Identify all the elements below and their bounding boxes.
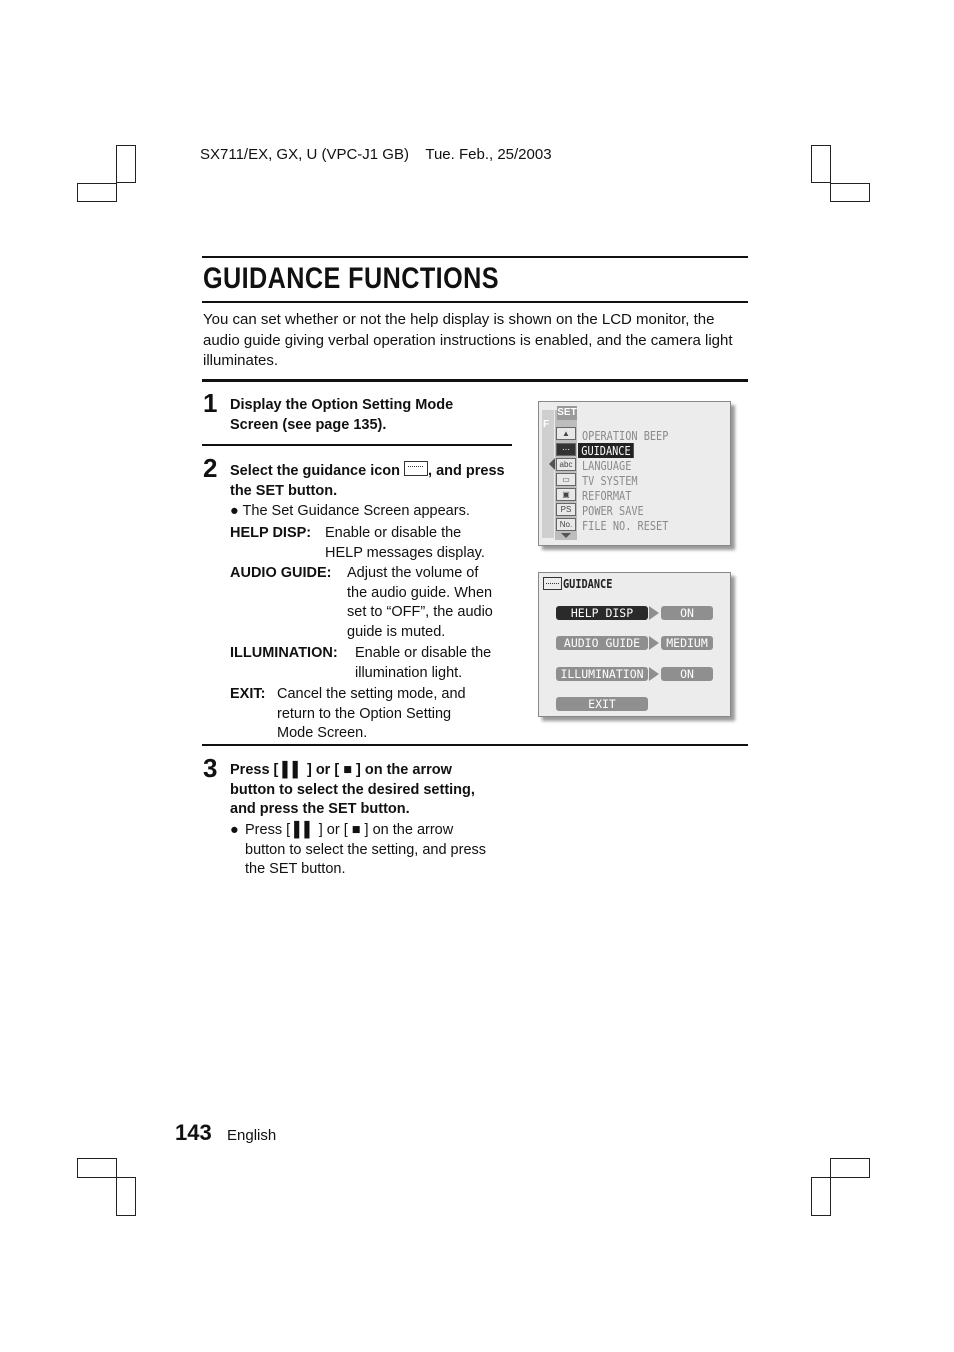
step-divider [202,744,748,746]
crop-mark [116,1177,136,1216]
crop-mark [811,1177,831,1216]
crop-mark [116,145,136,183]
menu-item-operation-beep[interactable]: OPERATION BEEP [582,428,669,443]
guidance-icon [404,461,428,476]
bullet-text: The Set Guidance Screen appears. [242,503,470,519]
exit-option[interactable]: EXIT [556,697,648,711]
def-label: HELP DISP: [230,525,312,541]
right-arrow-icon [649,636,659,650]
help-disp-option[interactable]: HELP DISP [556,606,648,620]
def-illumination-desc [355,644,491,683]
bullet-line: Press [ ▌▌ ] or [ ■ ] on the arrow [245,822,454,838]
def-line: Adjust the volume of [347,565,479,581]
def-label: EXIT: [230,686,266,702]
illumination-value[interactable]: ON [661,667,713,681]
crop-mark [811,145,831,183]
step-3-line: Press [ ▌▌ ] or [ ■ ] on the arrow [230,762,452,778]
step-3-bullet [245,821,486,880]
menu-item-power-save[interactable]: POWER SAVE [582,503,644,518]
step-2-bullet [230,502,470,522]
def-illumination [230,644,338,664]
tv-icon: ▭ [556,473,576,486]
step-3-line: and press the SET button. [230,801,410,817]
step-1-text: Display the Option Setting Mode Screen (see page 135). [230,397,454,433]
def-exit-desc [277,685,466,744]
menu-item-guidance-label: GUIDANCE [578,443,634,458]
right-arrow-icon [649,667,659,681]
page-title: GUIDANCE FUNCTIONS [203,262,499,295]
bullet-icon: ● [230,503,239,519]
def-help-disp [230,524,311,544]
def-label: ILLUMINATION: [230,645,338,661]
def-line: return to the Option Setting [277,705,452,722]
audio-guide-value[interactable]: MEDIUM [661,636,713,650]
up-arrow-icon: ▲ [556,427,576,440]
step-2-text-b: , and press the SET button. [230,463,505,499]
step-number: 2 [203,453,218,483]
language-icon: abc [556,458,576,471]
def-line: Enable or disable the [325,525,462,541]
print-header: SX711/EX, GX, U (VPC-J1 GB) Tue. Feb., 25/2003 [200,146,552,163]
step-3-text [230,761,475,820]
right-arrow-icon [649,606,659,620]
guidance-screen-title: GUIDANCE [563,576,613,591]
def-line: set to “OFF”, the audio [347,604,493,620]
step-2-text-a: Select the guidance icon [230,463,401,479]
bullet-icon: ● [230,822,239,838]
steps-rule [202,379,748,382]
menu-item-reformat[interactable]: REFORMAT [582,488,632,503]
set-tab: SET [557,407,577,418]
illumination-option[interactable]: ILLUMINATION [556,667,648,681]
crop-mark [830,1158,870,1178]
step-number: 1 [203,388,218,418]
step-number: 3 [203,753,218,783]
reformat-icon: ▣ [556,488,576,501]
footer-language: English [227,1127,277,1144]
title-rule-bottom [202,301,748,303]
help-disp-value[interactable]: ON [661,606,713,620]
step-3-line: button to select the desired setting, [230,781,475,798]
crop-mark [77,183,117,202]
bullet-line: button to select the setting, and press [245,841,487,858]
def-line: Cancel the setting mode, and [277,686,466,702]
step-2-text [230,461,520,501]
def-line: the audio guide. When [347,584,493,601]
def-line: HELP messages display. [325,544,485,561]
down-arrow-icon [561,533,571,538]
page-number: 143 [175,1120,212,1145]
def-audio-guide-desc [347,564,493,642]
menu-item-file-no-reset[interactable]: FILE NO. RESET [582,518,669,533]
step-divider [202,444,512,446]
file-no-icon: No. [556,518,576,531]
menu-item-guidance[interactable] [578,443,634,458]
title-rule-top [202,256,748,258]
menu-item-language[interactable]: LANGUAGE [582,458,632,473]
def-exit [230,685,265,705]
crop-mark [77,1158,117,1178]
crop-mark [830,183,870,202]
audio-guide-option[interactable]: AUDIO GUIDE [556,636,648,650]
guidance-icon [543,577,562,590]
def-help-disp-desc [325,524,485,563]
def-line: illumination light. [355,664,463,681]
power-save-icon: PS [556,503,576,516]
side-tab-label: F [543,419,550,430]
def-line: Enable or disable the [355,645,492,661]
intro-paragraph: You can set whether or not the help display is shown on the LCD monitor, the audio guide giving verbal operation instructions is enabled, and the camera light illuminates. [203,311,733,369]
menu-item-tv-system[interactable]: TV SYSTEM [582,473,638,488]
def-label: AUDIO GUIDE: [230,565,332,581]
def-audio-guide [230,564,332,584]
guidance-icon: ⋯ [556,443,576,456]
def-line: guide is muted. [347,623,446,640]
bullet-line: the SET button. [245,861,346,877]
def-line: Mode Screen. [277,725,368,741]
